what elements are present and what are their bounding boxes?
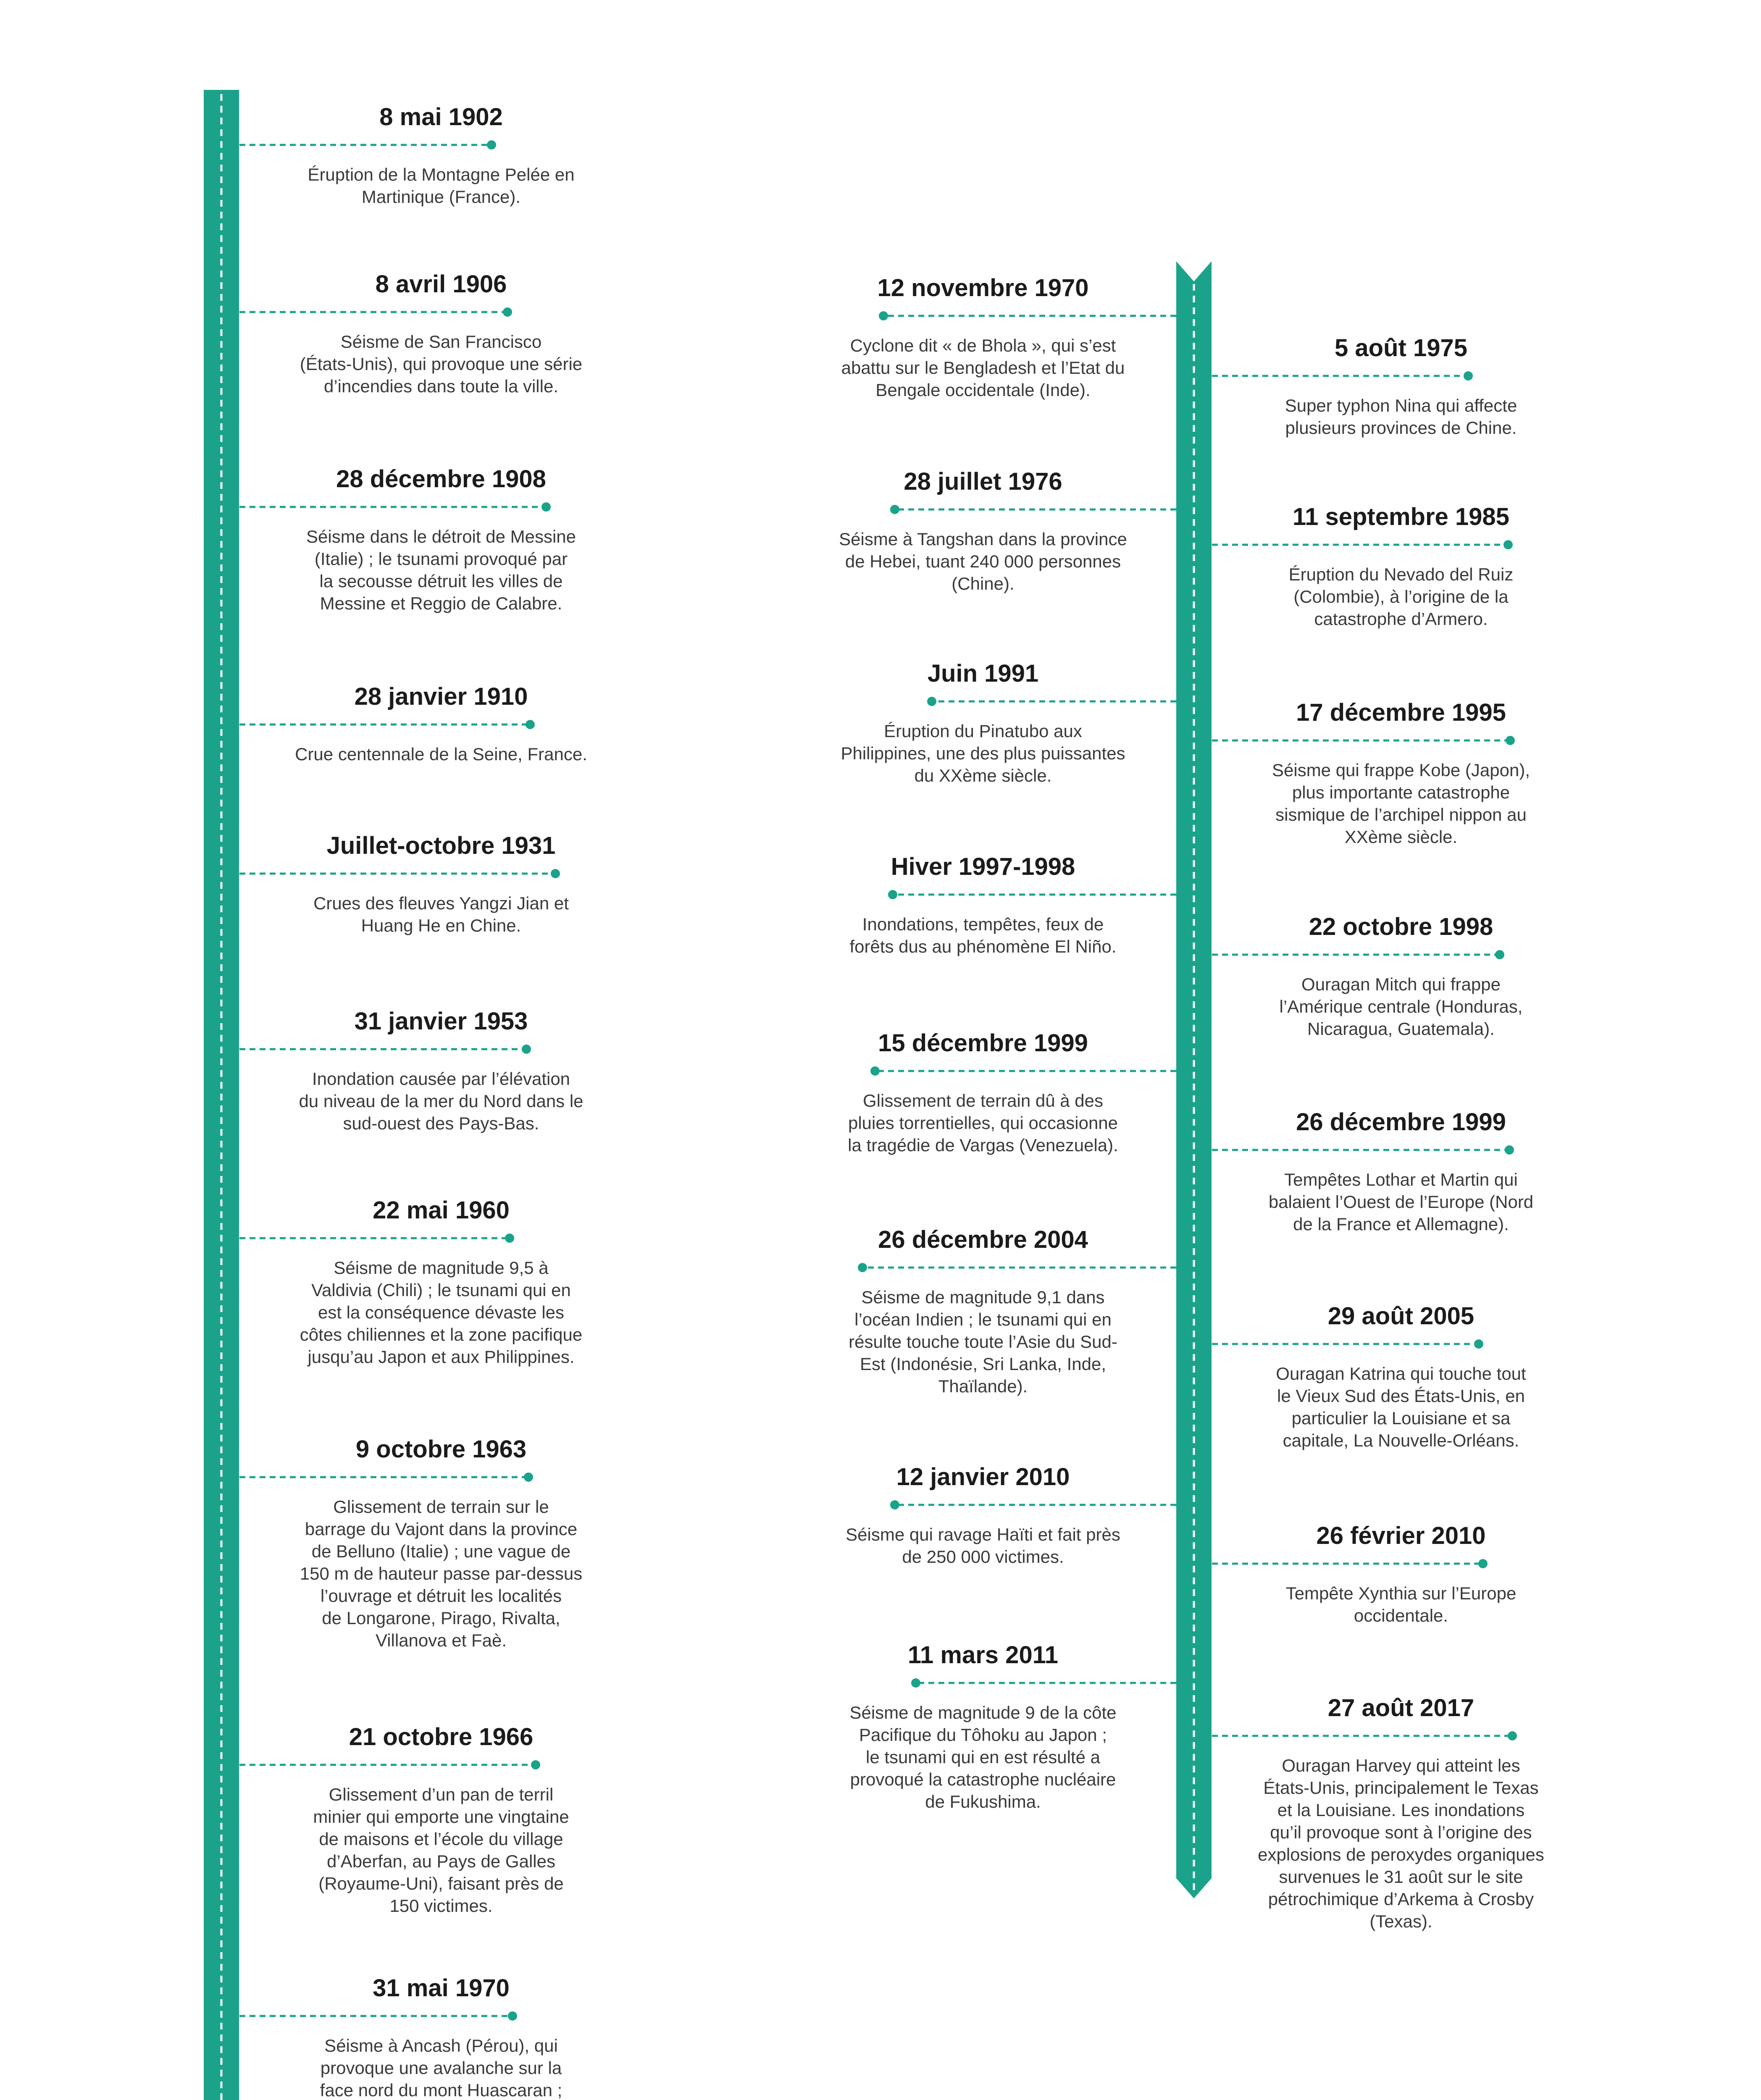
event-description: Ouragan Mitch qui frappe l’Amérique centrale (Honduras, Nicaragua, Guatemala).	[1279, 974, 1523, 1039]
event-date: 26 février 2010	[1316, 1522, 1486, 1549]
event-description: Séisme qui ravage Haïti et fait près de 250 000 victimes.	[846, 1525, 1120, 1567]
event-dot	[890, 505, 899, 514]
event-date: 5 août 1975	[1335, 334, 1467, 362]
event-description: Séisme de magnitude 9 de la côte Pacifique du Tôhoku au Japon ; le tsunami qui en est résulté a provoqué la catastrophe nucléaire de Fukushima.	[849, 1703, 1117, 1811]
event-dot	[1495, 950, 1504, 959]
event-date: Juin 1991	[927, 660, 1039, 687]
event-date: Juillet-octobre 1931	[326, 832, 556, 859]
event-dot	[1505, 1145, 1514, 1155]
event-date: Hiver 1997-1998	[891, 853, 1075, 880]
event-description: Séisme à Tangshan dans la province de Hebei, tuant 240 000 personnes (Chine).	[839, 529, 1127, 593]
event-dot	[503, 307, 512, 317]
event-date: 15 décembre 1999	[878, 1029, 1088, 1057]
event-dot	[505, 1234, 514, 1243]
event-dot	[531, 1760, 540, 1769]
event-dot	[911, 1678, 920, 1688]
event-date: 17 décembre 1995	[1296, 699, 1506, 726]
event-dot	[526, 720, 535, 729]
event-description: Tempêtes Lothar et Martin qui balaient l’Ouest de l’Europe (Nord de la France et Allemagne).	[1268, 1170, 1534, 1234]
event-date: 12 novembre 1970	[877, 274, 1089, 302]
event-date: 26 décembre 1999	[1296, 1108, 1506, 1136]
event-dot	[508, 2011, 517, 2021]
event-date: 28 décembre 1908	[336, 465, 546, 493]
event-description: Ouragan Katrina qui touche tout le Vieux Sud des États-Unis, en particulier la Louisiane et sa capitale, La Nouvelle-Orléans.	[1276, 1364, 1526, 1450]
event-date: 21 octobre 1966	[349, 1723, 534, 1751]
event-dot	[1474, 1339, 1483, 1349]
event-dot	[1464, 371, 1473, 381]
event-date: 8 mai 1902	[379, 103, 503, 131]
event-date: 28 janvier 1910	[354, 683, 528, 710]
event-dot	[879, 311, 888, 320]
event-description: Séisme de magnitude 9,5 à Valdivia (Chili) ; le tsunami qui en est la conséquence dévaste les côtes chiliennes et la zone pacifique jusqu’au Japon et aux Philippines.	[300, 1258, 583, 1367]
event-description: Crues des fleuves Yangzi Jian et Huang He en Chine.	[313, 893, 569, 935]
event-date: 22 mai 1960	[373, 1197, 510, 1224]
event-dot	[870, 1066, 880, 1076]
event-description: Glissement d’un pan de terril minier qui emporte une vingtaine de maisons et l’école du village d’Aberfan, au Pays de Galles (Royaume-Uni), faisant près de 150 victimes.	[313, 1785, 569, 1916]
event-description: Séisme dans le détroit de Messine (Italie) ; le tsunami provoqué par la secousse détruit les villes de Messine et Reggio de Calabre.	[306, 527, 576, 613]
event-description: Cyclone dit « de Bhola », qui s’est abattu sur le Bengladesh et l’Etat du Bengale occidentale (Inde).	[841, 336, 1125, 400]
event-description: Éruption du Pinatubo aux Philippines, une des plus puissantes du XXème siècle.	[841, 721, 1125, 785]
event-date: 26 décembre 2004	[878, 1226, 1088, 1253]
event-dot	[1478, 1559, 1488, 1568]
event-date: 8 avril 1906	[375, 270, 507, 298]
event-dot	[524, 1473, 533, 1482]
event-description: Inondation causée par l’élévation du niveau de la mer du Nord dans le sud-ouest des Pays-Bas.	[299, 1069, 583, 1133]
event-dot	[522, 1045, 531, 1054]
event-description: Éruption du Nevado del Ruiz (Colombie), à l’origine de la catastrophe d’Armero.	[1288, 564, 1514, 629]
event-date: 27 août 2017	[1327, 1694, 1475, 1722]
event-date: 11 septembre 1985	[1293, 503, 1509, 530]
event-dot	[927, 697, 936, 706]
event-dot	[1506, 736, 1515, 745]
event-date: 29 août 2005	[1327, 1302, 1475, 1330]
event-description: Ouragan Harvey qui atteint les États-Unis, principalement le Texas et la Louisiane. Les inondations qu’il provoque sont à l’origine des explosions de peroxydes organiques survenues le 31 août sur le site pétrochimique d’Arkema à Crosby (Texas).	[1258, 1756, 1544, 1931]
event-dot	[1508, 1731, 1517, 1740]
event-description: Séisme de San Francisco (États-Unis), qui provoque une série d’incendies dans toute la ville.	[300, 332, 583, 396]
event-date: 9 octobre 1963	[355, 1436, 527, 1463]
event-description: Séisme de magnitude 9,1 dans l’océan Indien ; le tsunami qui en résulte touche toute l’Asie du Sud- Est (Indonésie, Sri Lanka, Inde, Thaïlande).	[849, 1287, 1117, 1396]
event-date: 28 juillet 1976	[904, 468, 1062, 495]
event-dot	[888, 890, 897, 899]
event-description: Super typhon Nina qui affecte plusieurs provinces de Chine.	[1285, 396, 1517, 438]
event-description: Séisme à Ancash (Pérou), qui provoque une avalanche sur la face nord du mont Huascaran ;	[320, 2036, 562, 2100]
event-description: Tempête Xynthia sur l’Europe occidentale.	[1285, 1583, 1517, 1625]
event-description: Glissement de terrain sur le barrage du Vajont dans la province de Belluno (Italie) ; une vague de 150 m de hauteur passe par-dessus l’ouvrage et détruit les localités de Longarone, Pirago, Rivalta, Villanova et Faè.	[300, 1497, 583, 1650]
event-description: Séisme qui frappe Kobe (Japon), plus importante catastrophe sismique de l’archipel nippon au XXème siècle.	[1272, 760, 1530, 847]
event-description: Glissement de terrain dû à des pluies torrentielles, qui occasionne la tragédie de Vargas (Venezuela).	[848, 1091, 1118, 1155]
event-dot	[487, 140, 496, 150]
event-dot	[858, 1263, 867, 1272]
event-date: 31 janvier 1953	[354, 1008, 528, 1035]
event-date: 11 mars 2011	[907, 1641, 1059, 1669]
event-date: 22 octobre 1998	[1309, 913, 1493, 940]
event-dot	[1503, 540, 1513, 549]
event-description: Éruption de la Montagne Pelée en Martinique (France).	[308, 165, 575, 207]
event-dot	[890, 1500, 899, 1509]
event-dot	[541, 502, 551, 512]
event-description: Inondations, tempêtes, feux de forêts dus au phénomène El Niño.	[849, 914, 1117, 956]
event-description: Crue centennale de la Seine, France.	[295, 744, 587, 764]
event-date: 31 mai 1970	[373, 1974, 510, 2002]
event-date: 12 janvier 2010	[896, 1463, 1070, 1491]
event-dot	[551, 869, 560, 878]
